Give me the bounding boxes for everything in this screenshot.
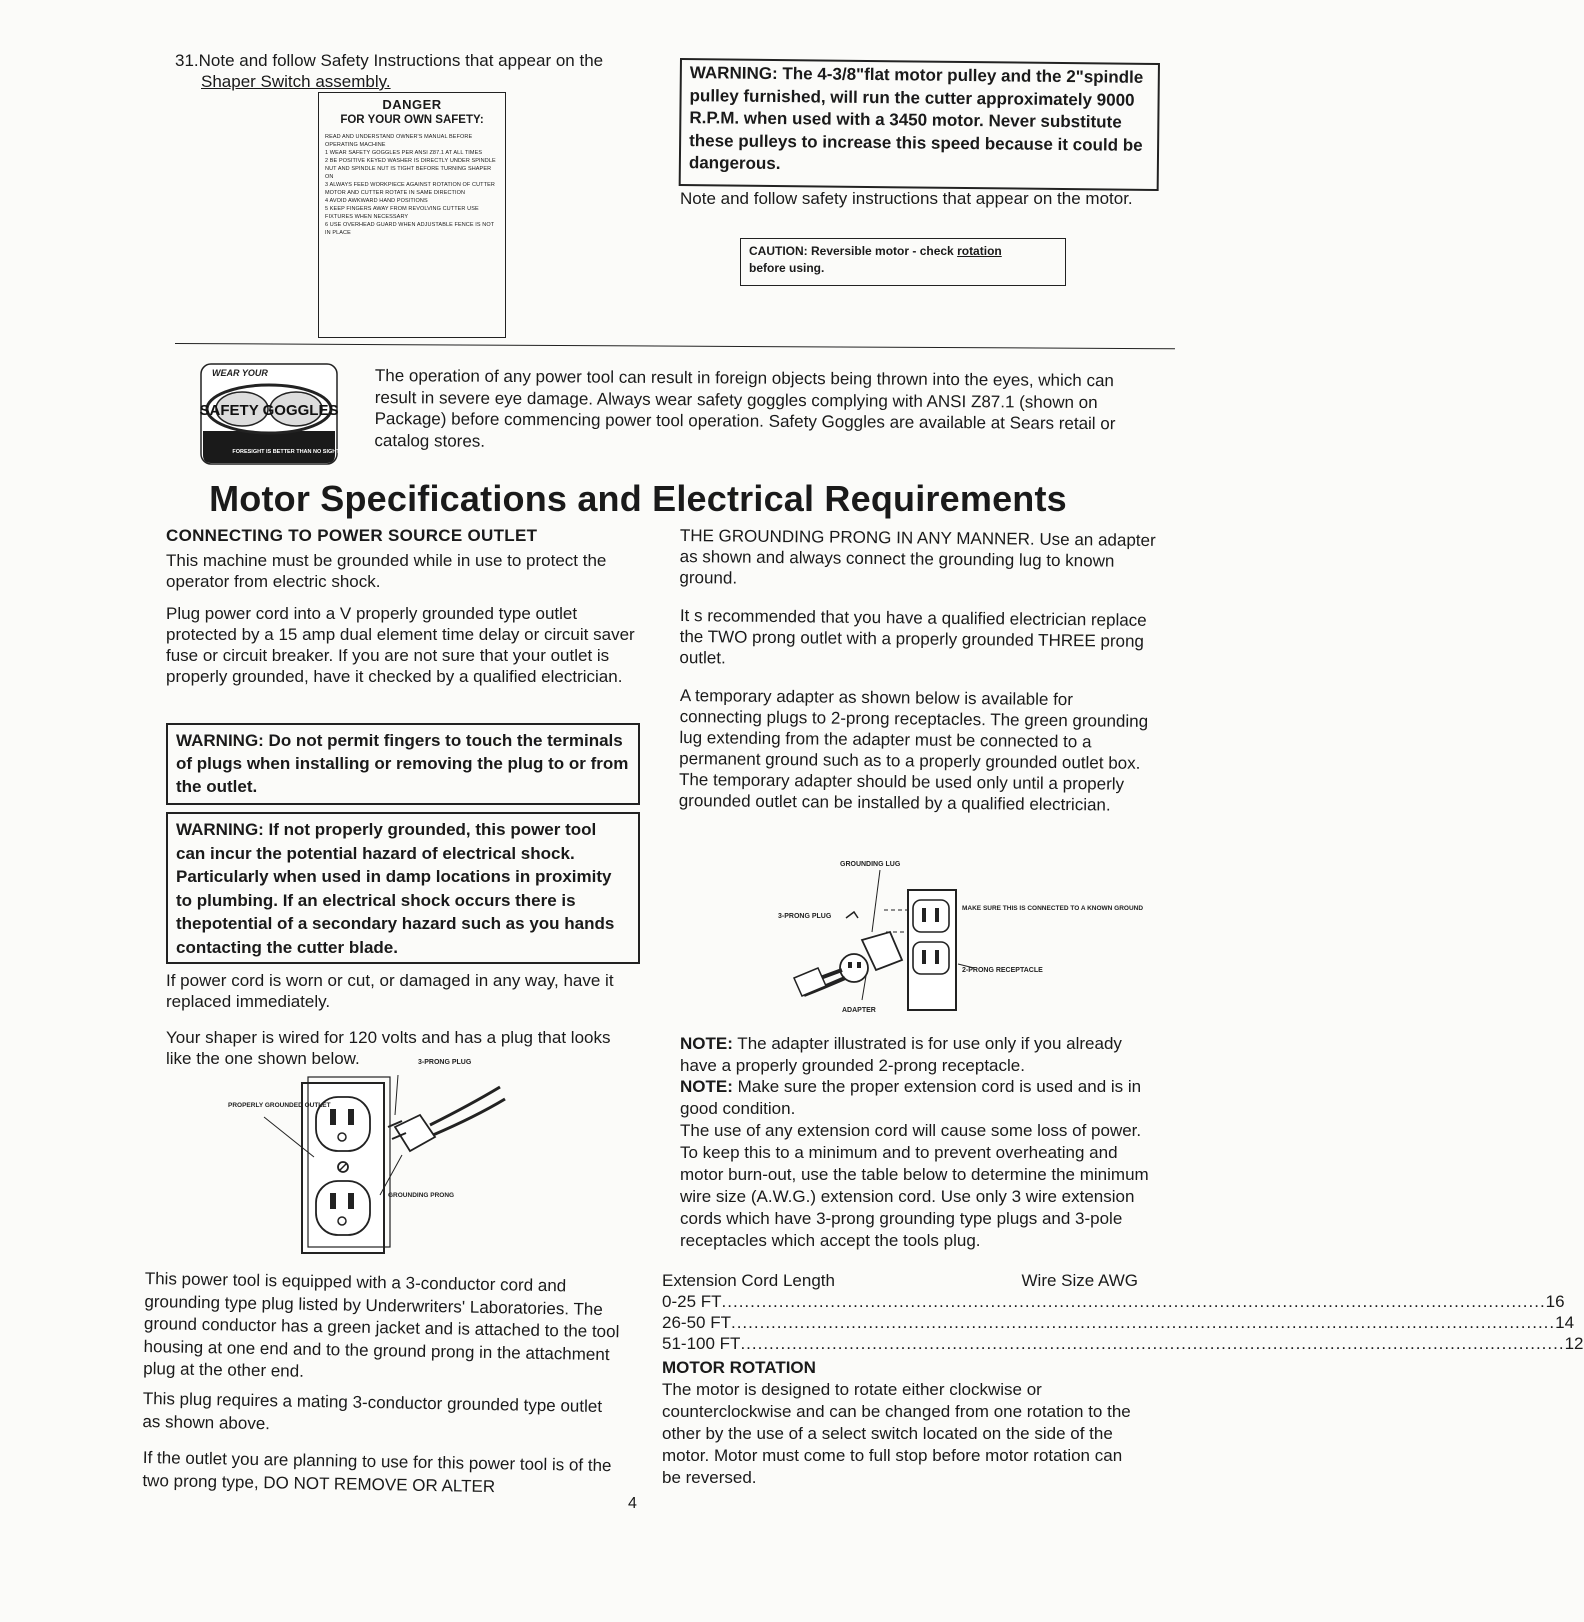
safety-goggles-icon bbox=[200, 363, 338, 465]
warning-pulley-box bbox=[679, 58, 1160, 191]
note-adapter bbox=[680, 1033, 1160, 1077]
dot-leader bbox=[731, 1312, 1555, 1333]
row-awg: 16 bbox=[1545, 1292, 1565, 1311]
paragraph-plug: Plug power cord into a V properly grounded type outlet protected by a 15 amp dual element time delay or circuit saver fuse or circuit breaker. If you are not sure that your outlet is properly grounded, have it checked by a qualified electrician. bbox=[166, 604, 635, 686]
note-adapter-text: The adapter illustrated is for use only if you already have a properly grounded 2-prong receptacle. bbox=[680, 1034, 1122, 1075]
paragraph-wired: Your shaper is wired for 120 volts and has a plug that looks like the one shown below. bbox=[166, 1028, 611, 1068]
note-extension-text: Make sure the proper extension cord is used and is in good condition. bbox=[680, 1077, 1142, 1118]
motor-note: Note and follow safety instructions that appear on the motor. bbox=[680, 189, 1133, 208]
label-adapter: ADAPTER bbox=[842, 1007, 876, 1014]
danger-title: DANGER bbox=[382, 97, 442, 112]
paragraph-two-prong: If the outlet you are planning to use for this power tool is of the two prong type, DO NOT REMOVE OR ALTER bbox=[142, 1447, 612, 1496]
table-row bbox=[662, 1291, 1565, 1312]
note-extension bbox=[680, 1076, 1160, 1120]
warning-grounded-box bbox=[166, 812, 640, 964]
table-row bbox=[662, 1312, 1575, 1333]
row-length: 0-25 FT bbox=[662, 1292, 722, 1311]
subheading-motor-rotation: MOTOR ROTATION bbox=[662, 1358, 816, 1377]
paragraph-motor-rotation: The motor is designed to rotate either clockwise or counterclockwise and can be changed from one rotation to the other by the use of a select switch located on the side of the motor. Motor must come to full stop before motor rotation can be reversed. bbox=[662, 1380, 1131, 1487]
goggles-main-text: SAFETY GOGGLES bbox=[199, 402, 339, 419]
paragraph-cord: If power cord is worn or cut, or damaged in any way, have it replaced immediately. bbox=[166, 971, 614, 1011]
table-header bbox=[662, 1270, 1138, 1291]
intro-instruction bbox=[175, 50, 645, 92]
paragraph-mating: This plug requires a mating 3-conductor grounded type outlet as shown above. bbox=[142, 1388, 603, 1433]
extension-cord-table bbox=[662, 1270, 1584, 1354]
note-label: NOTE: bbox=[680, 1077, 733, 1096]
dot-leader bbox=[722, 1291, 1546, 1312]
grounded-outlet-illustration bbox=[228, 1059, 530, 1255]
goggles-warning-text: The operation of any power tool can result in foreign objects being thrown into the eyes, which can result in severe eye damage. Always wear safety goggles complying with ANSI Z87.1 (shown on Package) before commencing power tool operation. Safety Goggles are available at Sears retail or catalog stores. bbox=[374, 365, 1116, 451]
note-label: NOTE: bbox=[680, 1034, 733, 1053]
label-3-prong-plug-adapter: 3-PRONG PLUG bbox=[778, 913, 832, 920]
danger-item: 6 USE OVERHEAD GUARD WHEN ADJUSTABLE FENCE IS NOT IN PLACE bbox=[325, 222, 495, 236]
intro-line-1: 31.Note and follow Safety Instructions that appear on the bbox=[175, 51, 604, 70]
danger-item: READ AND UNDERSTAND OWNER'S MANUAL BEFORE OPERATING MACHINE bbox=[325, 134, 473, 148]
danger-item: 3 ALWAYS FEED WORKPIECE AGAINST ROTATION OF CUTTER MOTOR AND CUTTER ROTATE IN SAME DIRECTION bbox=[325, 182, 495, 196]
caution-suffix: before using. bbox=[749, 261, 825, 275]
danger-label bbox=[318, 92, 506, 338]
danger-item: 2 BE POSITIVE KEYED WASHER IS DIRECTLY UNDER SPINDLE NUT AND SPINDLE NUT IS TIGHT BEFORE TURNING SHAPER ON bbox=[325, 158, 496, 180]
subheading-connecting: CONNECTING TO POWER SOURCE OUTLET bbox=[166, 526, 538, 545]
header-wire-size: Wire Size AWG bbox=[1021, 1271, 1138, 1290]
intro-line-2: Shaper Switch assembly. bbox=[201, 72, 391, 91]
warning-fingers-box bbox=[166, 723, 640, 805]
goggles-bottom-text: FORESIGHT IS BETTER THAN NO SIGHT bbox=[232, 449, 340, 455]
label-grounding-lug: GROUNDING LUG bbox=[840, 861, 901, 868]
paragraph-adapter: A temporary adapter as shown below is available for connecting plugs to 2-prong receptacles. The green grounding lug extending from the adapter must be connected to a permanent ground such as to a properly grounded outlet box. The temporary adapter should be used only until a properly grounded outlet can be installed by a qualified electrician. bbox=[678, 685, 1149, 815]
warning-grounded-text: WARNING: If not properly grounded, this power tool can incur the potential hazard of electrical shock. Particularly when used in damp locations in proximity to plumbing. If an electrical shock occurs there is thepotential of a secondary hazard such as you hands contacting the cutter blade. bbox=[176, 820, 615, 957]
paragraph-prong-continued: THE GROUNDING PRONG IN ANY MANNER. Use an adapter as shown and always connect the grounding lug to known ground. bbox=[679, 525, 1156, 588]
label-2-prong-receptacle: 2-PRONG RECEPTACLE bbox=[962, 967, 1043, 974]
danger-item: 4 AVOID AWKWARD HAND POSITIONS bbox=[325, 198, 428, 204]
label-grounded-outlet: PROPERLY GROUNDED OUTLET bbox=[228, 1102, 331, 1109]
caution-rotation: rotation bbox=[957, 244, 1002, 258]
warning-fingers-text: WARNING: Do not permit fingers to touch the terminals of plugs when installing or removing the plug to or from the outlet. bbox=[176, 731, 629, 796]
row-awg: 12 bbox=[1564, 1334, 1584, 1353]
row-length: 26-50 FT bbox=[662, 1313, 731, 1332]
paragraph-extension-cord: The use of any extension cord will cause some loss of power. To keep this to a minimum and to prevent overheating and motor burn-out, use the table below to determine the minimum wire size (A.W.G.) extension cord. Use only 3 wire extension cords which have 3-prong grounding type plugs and 3-pole receptacles which accept the tools plug. bbox=[680, 1121, 1149, 1250]
label-3-prong-plug: 3-PRONG PLUG bbox=[418, 1059, 472, 1066]
page-number: 4 bbox=[628, 1495, 637, 1512]
page-title: Motor Specifications and Electrical Requirements bbox=[209, 478, 1067, 519]
goggles-top-text: WEAR YOUR bbox=[212, 368, 268, 378]
danger-item: 5 KEEP FINGERS AWAY FROM REVOLVING CUTTER USE FIXTURES WHEN NECESSARY bbox=[325, 206, 479, 220]
caution-box bbox=[740, 238, 1066, 286]
label-make-sure: MAKE SURE THIS IS CONNECTED TO A KNOWN GROUND bbox=[962, 905, 1144, 912]
label-grounding-prong: GROUNDING PRONG bbox=[388, 1192, 455, 1199]
warning-pulley-text: WARNING: The 4-3/8"flat motor pulley and the 2"spindle pulley furnished, will run the cutter approximately 9000 R.P.M. when used with a 3450 motor. Never substitute these pulleys to increase this speed because it could be dangerous. bbox=[688, 63, 1144, 174]
dot-leader bbox=[740, 1333, 1564, 1354]
danger-item: 1 WEAR SAFETY GOGGLES PER ANSI Z87.1 AT ALL TIMES bbox=[325, 150, 483, 156]
paragraph-equipped: This power tool is equipped with a 3-conductor cord and grounding type plug listed by Underwriters' Laboratories. The ground conductor has a green jacket and is attached to the tool housing at one end and to the ground prong in the attachment plug at the other end. bbox=[143, 1268, 620, 1381]
paragraph-grounded: This machine must be grounded while in use to protect the operator from electric shock. bbox=[166, 551, 607, 591]
header-cord-length: Extension Cord Length bbox=[662, 1271, 835, 1290]
row-length: 51-100 FT bbox=[662, 1334, 741, 1353]
caution-prefix: CAUTION: Reversible motor - check bbox=[749, 244, 958, 258]
row-awg: 14 bbox=[1555, 1313, 1575, 1332]
section-divider bbox=[175, 343, 1175, 349]
table-row bbox=[662, 1333, 1584, 1354]
danger-subtitle: FOR YOUR OWN SAFETY: bbox=[340, 114, 484, 126]
adapter-illustration bbox=[778, 860, 1144, 1025]
paragraph-recommend: It s recommended that you have a qualified electrician replace the TWO prong outlet with a properly grounded THREE prong outlet. bbox=[679, 605, 1147, 668]
